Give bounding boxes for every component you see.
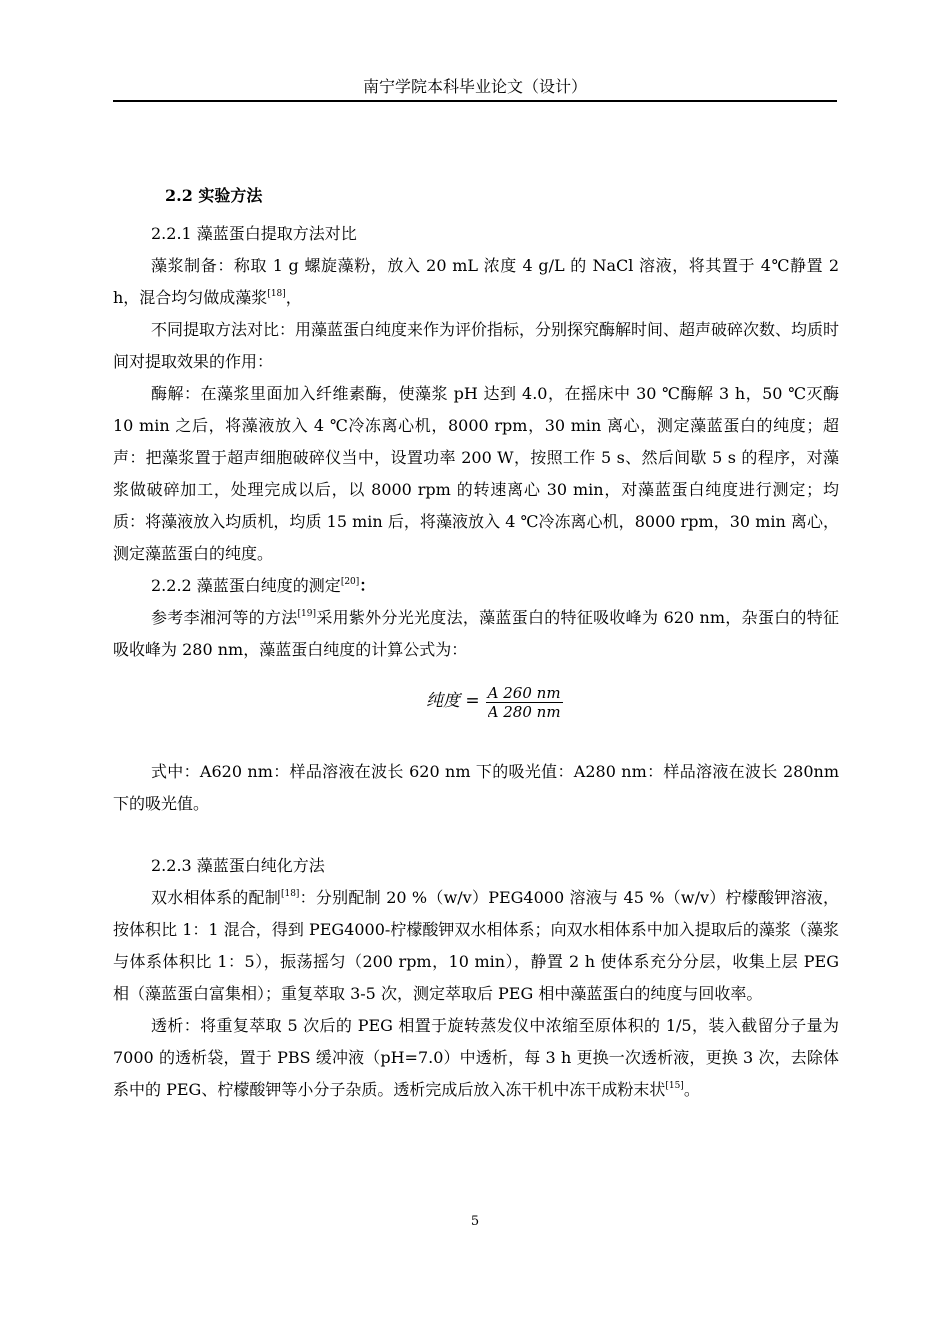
page-header: 南宁学院本科毕业论文（设计）	[362, 77, 587, 96]
page-number: 5	[470, 1214, 480, 1229]
text: ，	[285, 288, 302, 307]
text: 透析：将重复萃取 5 次后的 PEG 相置于旋转蒸发仪中浓缩至原体积的 1/5，装入截留分子量为 7000 的透析袋，置于 PBS 缓冲液（pH=7.0）中透析，每 3 h 更换一次透析液，更换 3 次，去除体系中的 PEG、柠檬酸钾等小分子杂质。透析完成后放入冻干机中冻干成粉末状	[113, 1016, 839, 1099]
heading-text: 2.2.2 藻蓝蛋白纯度的测定	[151, 576, 341, 595]
heading-colon: ：	[359, 576, 376, 595]
formula-fraction	[486, 684, 563, 717]
text: 。	[683, 1080, 700, 1099]
paragraph-method-comparison: 不同提取方法对比：用藻蓝蛋白纯度来作为评价指标，分别探究酶解时间、超声破碎次数、均质时间对提取效果的作用：	[113, 320, 840, 371]
text: 采用紫外分光光度法，藻蓝蛋白的特征吸收峰为 620 nm，杂蛋白的特征吸收峰为 280 nm，藻蓝蛋白纯度的计算公式为：	[113, 608, 839, 659]
citation: [20]	[340, 577, 360, 587]
paragraph-dialysis	[113, 1010, 839, 1106]
header-rule	[113, 100, 837, 102]
paragraph-methods-detail: 酶解：在藻浆里面加入纤维素酶，使藻浆 pH 达到 4.0，在摇床中 30 ℃酶解 3 h，50 ℃灭酶 10 min 之后，将藻液放入 4 ℃冷冻离心机，8000 rpm，30 min 离心，测定藻蓝蛋白的纯度；超声：把藻浆置于超声细胞破碎仪当中，设置功率 200 W，按照工作 5 s、然后间歇 5 s 的程序，对藻浆做破碎加工，处理完成以后，以 8000 rpm 的转速离心 30 min，对藻蓝蛋白纯度进行测定；均质：将藻液放入均质机，均质 15 min 后，将藻液放入 4 ℃冷冻离心机，8000 rpm，30 min 离心，测定藻蓝蛋白的纯度。	[113, 384, 839, 563]
citation: [18]	[267, 289, 286, 299]
paragraph-aqueous-two-phase	[113, 882, 839, 1010]
formula-numerator: A 260 nm	[487, 684, 561, 702]
subsection-heading-2-2-2	[113, 570, 839, 602]
citation: [15]	[665, 1081, 684, 1091]
document-body	[113, 178, 839, 1106]
paragraph-formula-notes: 式中：A620 nm：样品溶液在波长 620 nm 下的吸光值：A280 nm：样品溶液在波长 280nm 下的吸光值。	[113, 762, 839, 813]
section-heading: 2.2 实验方法	[165, 186, 263, 205]
formula-denominator: A 280 nm	[487, 703, 561, 717]
subsection-heading-2-2-3: 2.2.3 藻蓝蛋白纯化方法	[151, 856, 325, 875]
text: 参考李湘河等的方法	[151, 608, 298, 627]
citation: [18]	[280, 889, 300, 899]
subsection-heading-2-2-1: 2.2.1 藻蓝蛋白提取方法对比	[151, 224, 357, 243]
formula-lhs: 纯度 =	[426, 690, 480, 711]
purity-formula	[113, 676, 839, 730]
paragraph-slurry-prep	[113, 250, 839, 314]
citation: [19]	[297, 609, 317, 619]
text: ：分别配制 20 %（w/v）PEG4000 溶液与 45 %（w/v）柠檬酸钾溶液，按体积比 1：1 混合，得到 PEG4000-柠檬酸钾双水相体系；向双水相体系中加入提取后的藻浆（藻浆与体系体积比 1：5），振荡摇匀（200 rpm，10 min），静置 2 h 使体系充分分层，收集上层 PEG 相（藻蓝蛋白富集相）；重复萃取 3-5 次，测定萃取后 PEG 相中藻蓝蛋白的纯度与回收率。	[113, 888, 839, 1003]
text: 双水相体系的配制	[151, 888, 281, 907]
text: 藻浆制备：称取 1 g 螺旋藻粉，放入 20 mL 浓度 4 g/L 的 NaCl 溶液，将其置于 4℃静置 2 h，混合均匀做成藻浆	[113, 256, 839, 307]
paragraph-uv-method	[113, 602, 839, 666]
